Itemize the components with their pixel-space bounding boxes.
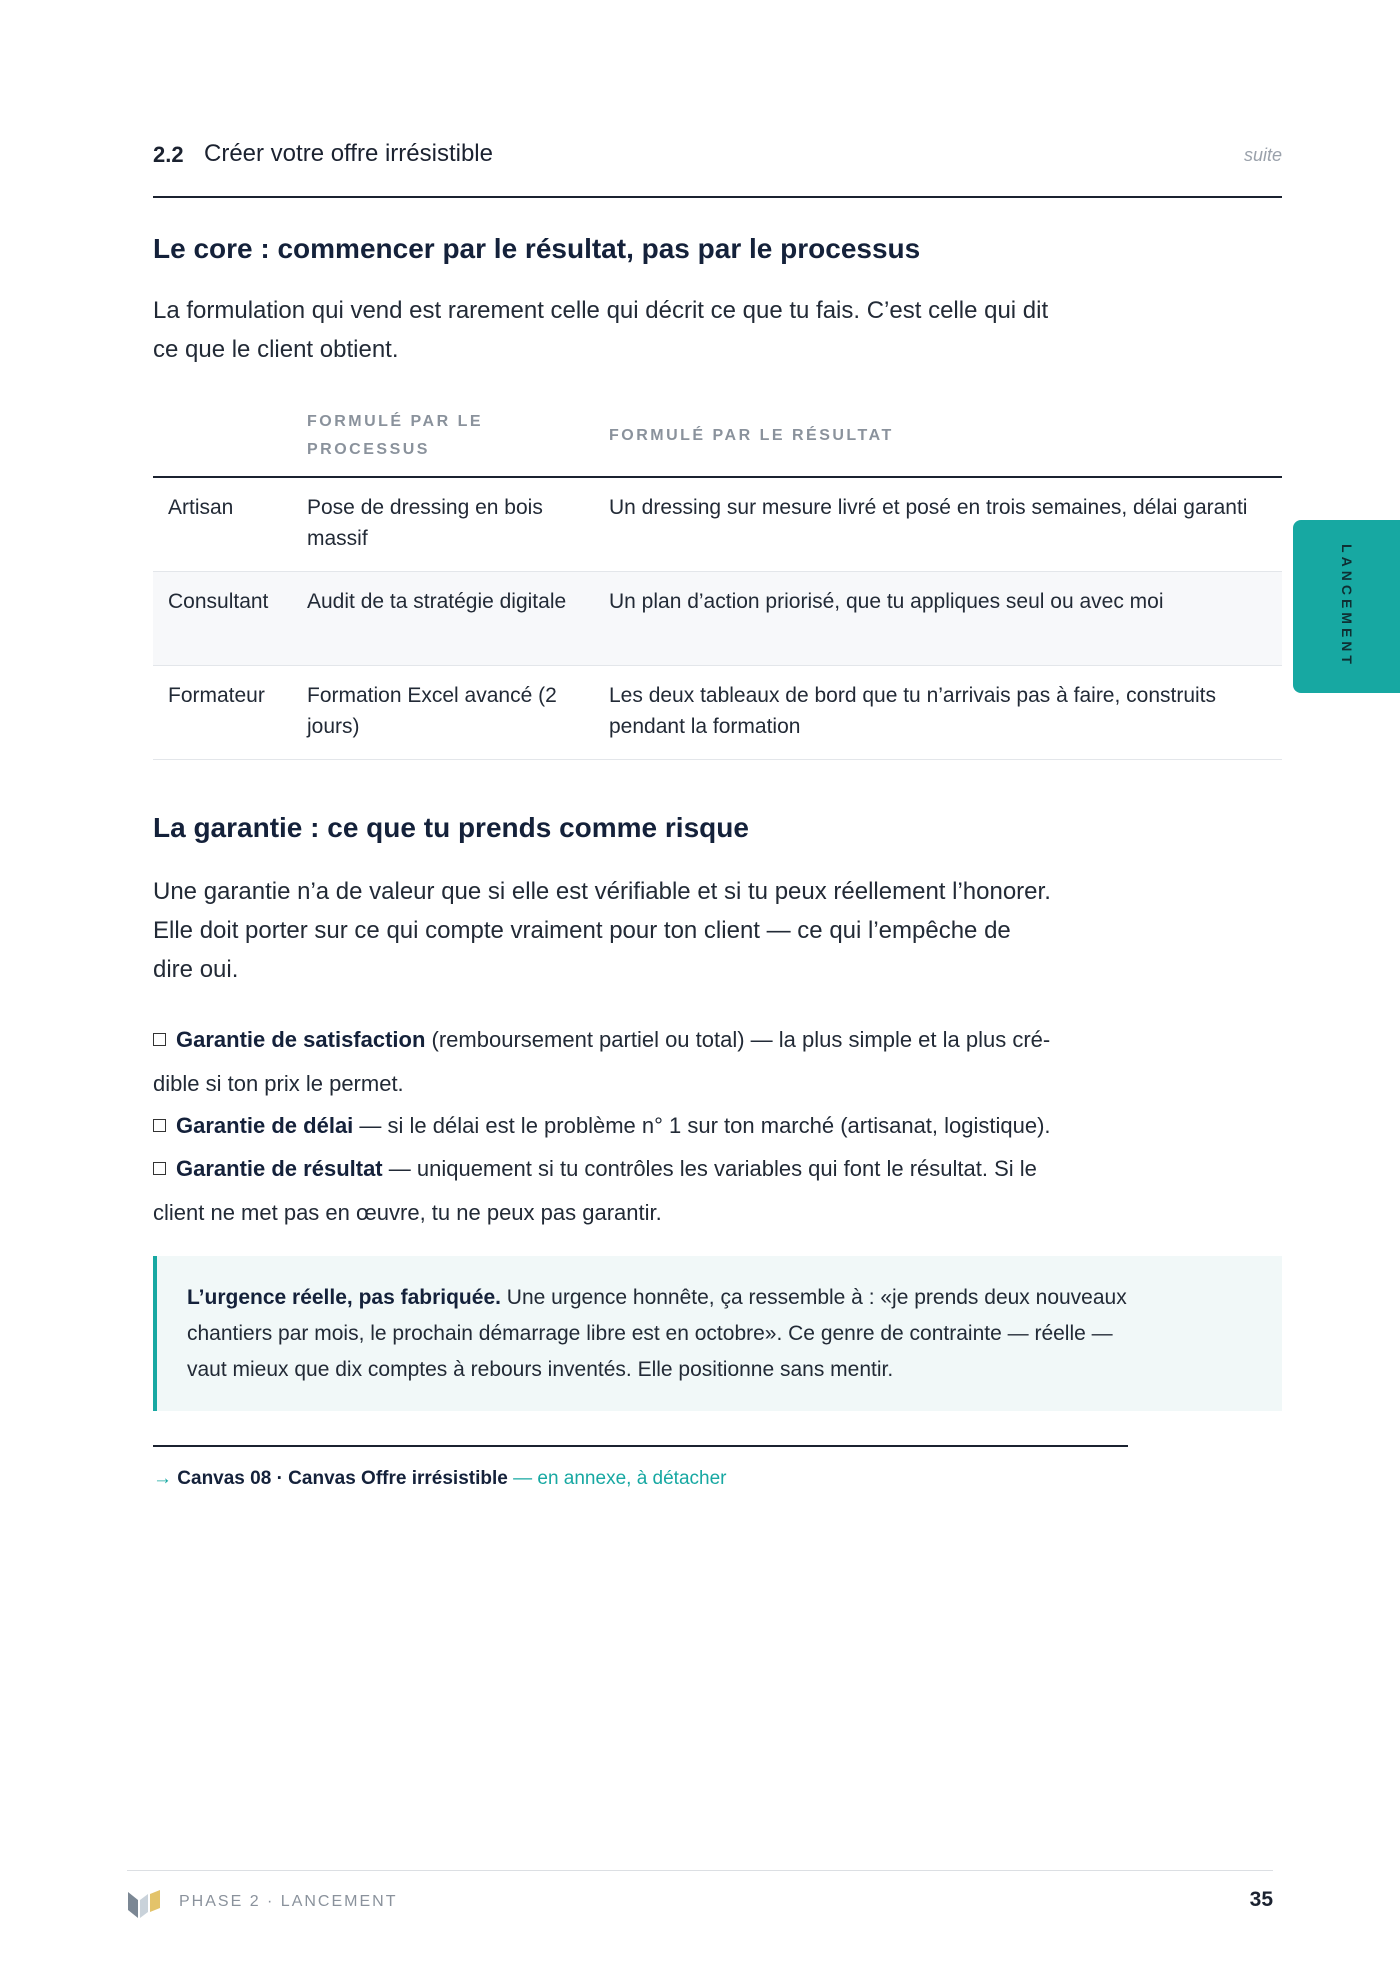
column-header-process: FORMULÉ PAR LE PROCESSUS — [307, 413, 484, 458]
offer-table — [153, 398, 1282, 760]
side-tab[interactable] — [1293, 520, 1400, 693]
table-cell: Audit de ta stratégie digitale — [307, 590, 567, 613]
continuation-label: suite — [1243, 145, 1282, 165]
table-cell: Artisan — [168, 496, 234, 519]
table-cell: Un plan d’action priorisé, que tu appliques seul ou avec moi — [609, 590, 1164, 613]
section-title: Créer votre offre irrésistible — [204, 140, 493, 167]
section-heading-core: Le core : commencer par le résultat, pas par le processus — [153, 233, 921, 264]
section-heading-guarantee: La garantie : ce que tu prends comme risque — [153, 812, 749, 843]
table-cell: Formateur — [168, 684, 265, 707]
running-header — [153, 140, 1282, 198]
page-number: 35 — [1249, 1888, 1273, 1911]
callout-text: L’urgence réelle, pas fabriquée. Une urgence honnête, ça ressemble à : «je prends deux nouveaux chantiers par mois, le prochain démarrage libre est en octobre». Ce genre de contrainte — réelle — vaut mieux que dix comptes à rebours inventés. Elle positionne sans mentir. — [187, 1286, 1127, 1381]
table-row — [153, 666, 1282, 760]
canvas-reference[interactable]: → Canvas 08 · Canvas Offre irrésistible — en annexe, à détacher — [153, 1468, 727, 1489]
table-cell: Pose de dressing en bois massif — [307, 496, 543, 550]
callout-box — [153, 1256, 1282, 1411]
checklist-item-delay: Garantie de délai — si le délai est le problème n° 1 sur ton marché (artisanat, logistique). — [153, 1104, 1133, 1148]
side-tab-label: LANCEMENT — [1339, 544, 1355, 668]
core-intro: La formulation qui vend est rarement celle qui décrit ce que tu fais. C’est celle qui dit ce que le client obtient. — [153, 297, 1049, 363]
table-cell: Les deux tableaux de bord que tu n’arrivais pas à faire, construits pendant la formation — [609, 684, 1217, 738]
arrow-icon: → — [153, 1468, 178, 1489]
section-number: 2.2 — [153, 142, 184, 167]
table-cell: Consultant — [168, 590, 269, 613]
table-cell: Formation Excel avancé (2 jours) — [307, 684, 557, 738]
brand-logo-icon — [126, 1888, 162, 1920]
checkbox-icon[interactable] — [153, 1162, 166, 1175]
table-row — [153, 478, 1282, 572]
checkbox-icon[interactable] — [153, 1119, 166, 1132]
checkbox-icon[interactable] — [153, 1033, 166, 1046]
column-header-result: FORMULÉ PAR LE RÉSULTAT — [609, 427, 894, 444]
checklist-item-result: Garantie de résultat — uniquement si tu contrôles les variables qui font le résultat. Si le client ne met pas en œuvre, tu ne peux pas garantir. — [153, 1156, 1037, 1225]
guarantee-intro: Une garantie n’a de valeur que si elle est vérifiable et si tu peux réellement l’honorer. Elle doit porter sur ce qui compte vraiment pour ton client — ce qui l’empêche de dire oui. — [153, 878, 1051, 983]
table-cell: Un dressing sur mesure livré et posé en trois semaines, délai garanti — [609, 496, 1248, 519]
table-header — [153, 398, 1282, 478]
footer-phase-label: PHASE 2 · LANCEMENT — [179, 1893, 398, 1910]
divider — [153, 1445, 1128, 1447]
footer-divider — [127, 1870, 1273, 1871]
table-row — [153, 572, 1282, 666]
checklist-item-satisfaction: Garantie de satisfaction (remboursement partiel ou total) — la plus simple et la plus cré- dible si ton prix le permet. — [153, 1027, 1051, 1096]
